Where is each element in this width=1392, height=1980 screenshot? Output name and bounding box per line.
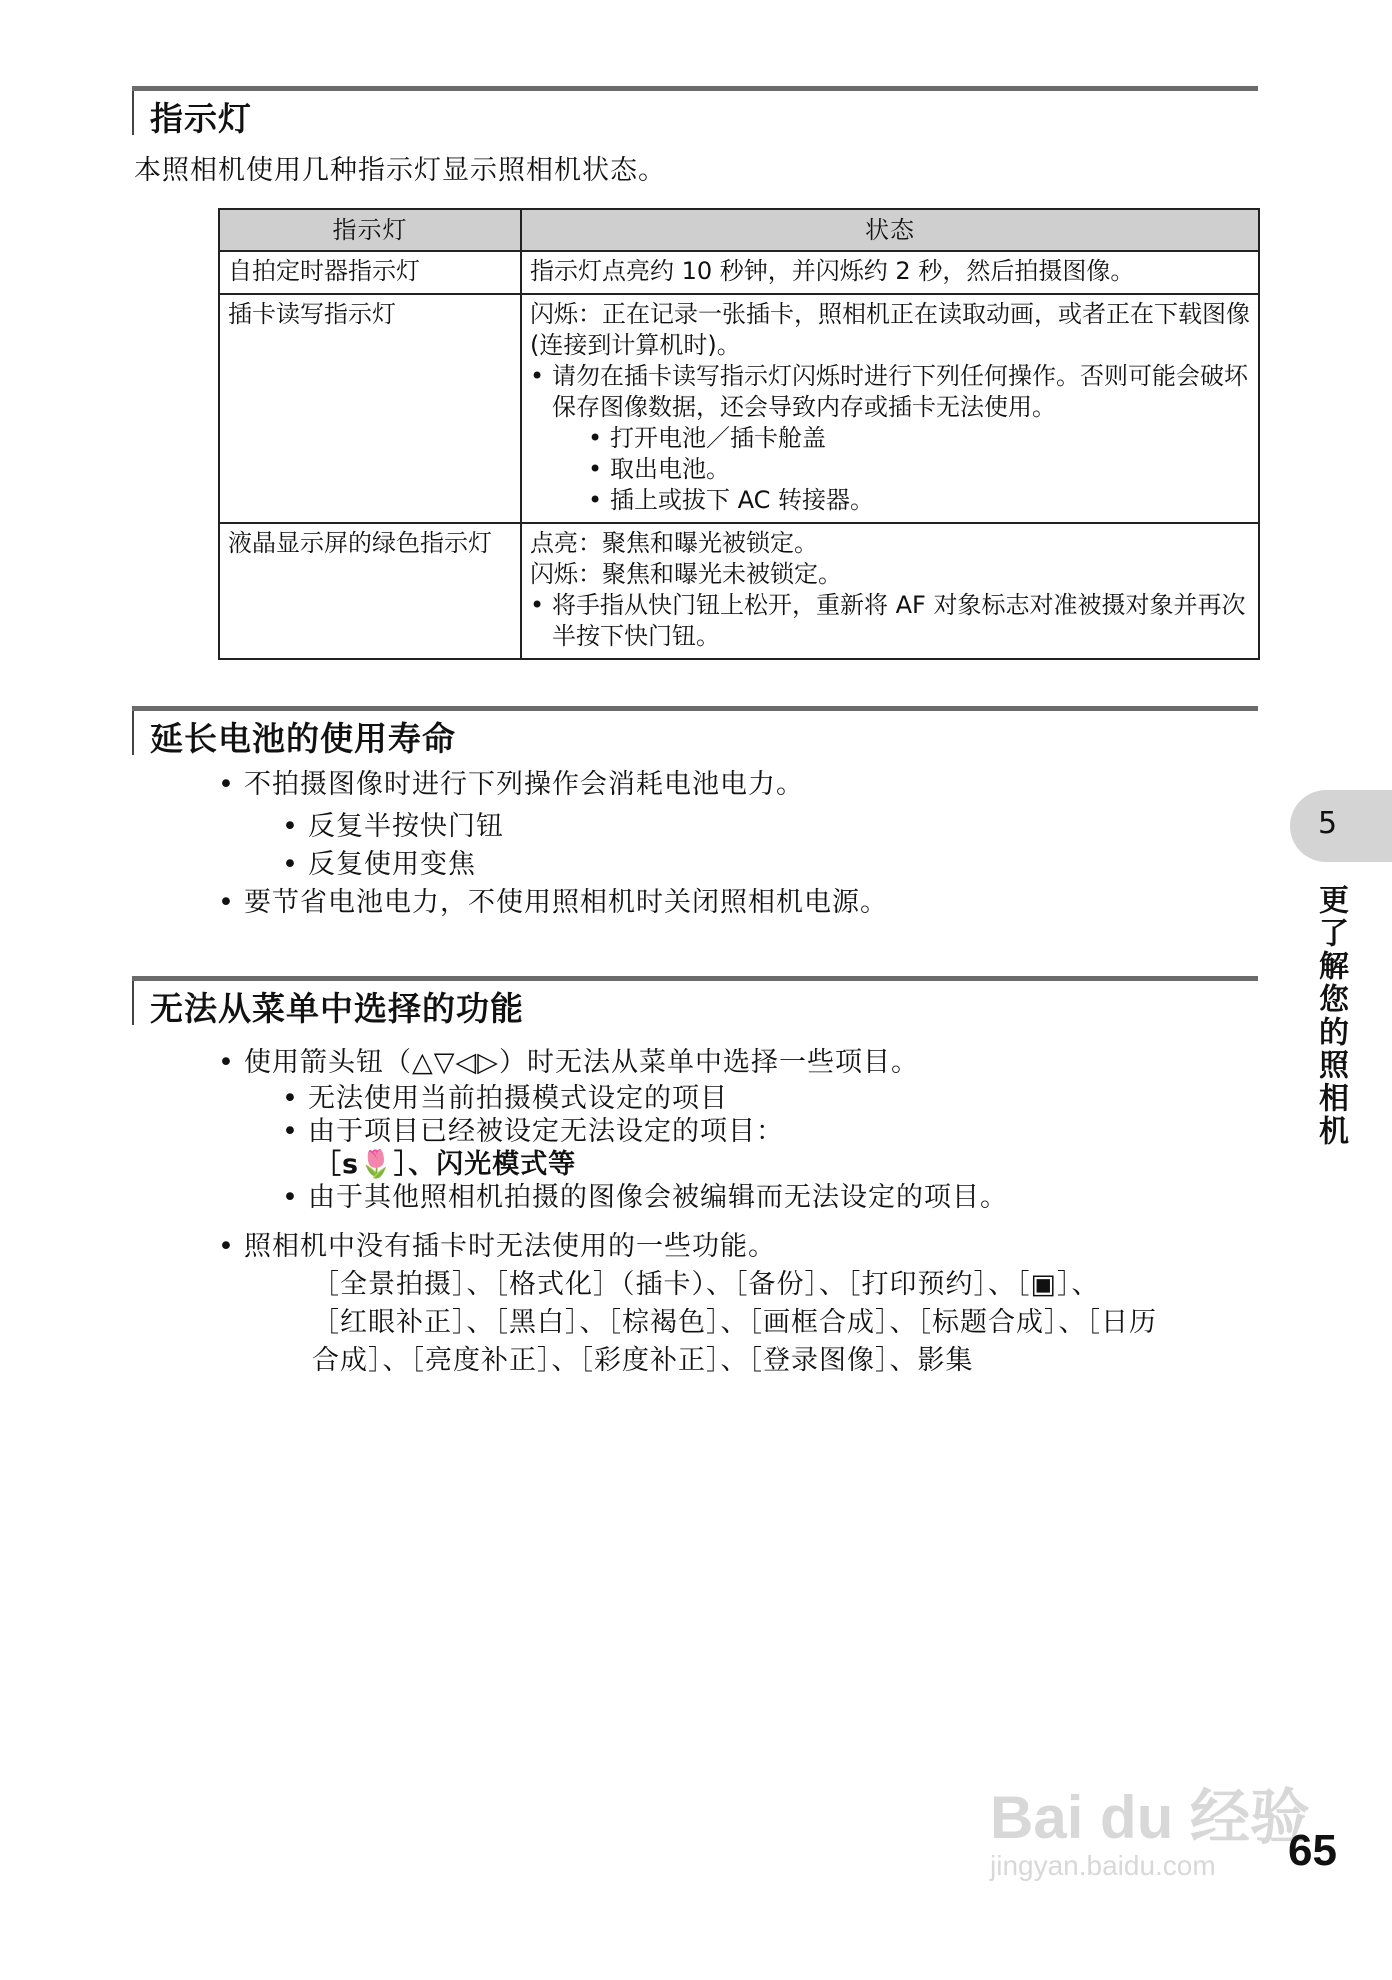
sub-bullet-item: • 插上或拔下 AC 转接器。 xyxy=(588,486,875,514)
sub-list-item: • 由于其他照相机拍摄的图像会被编辑而无法设定的项目。 xyxy=(282,1182,1008,1213)
table-header-row xyxy=(219,209,1259,251)
section-header-indicators xyxy=(132,86,1258,138)
watermark-url: jingyan.baidu.com xyxy=(990,1850,1216,1881)
header-indicator: 指示灯 xyxy=(219,209,521,251)
sub-bullet-item: • 打开电池／插卡舱盖 xyxy=(588,424,826,452)
indicator-table xyxy=(218,208,1260,660)
sub-bullet-item: • 取出电池。 xyxy=(588,455,730,483)
cell-status: 指示灯点亮约 10 秒钟，并闪烁约 2 秒，然后拍摄图像。 xyxy=(521,251,1259,294)
function-list-line: 合成］、［亮度补正］、［彩度补正］、［登录图像］、影集 xyxy=(312,1345,974,1376)
sub-list-item: • 反复半按快门钮 xyxy=(282,811,504,842)
section-title: 延长电池的使用寿命 xyxy=(150,719,456,758)
battery-list xyxy=(218,766,888,922)
sub-list-item: • 由于项目已经被设定无法设定的项目： xyxy=(282,1116,784,1147)
watermark xyxy=(990,1770,1310,1882)
cell-indicator: 自拍定时器指示灯 xyxy=(219,251,521,294)
list-item: • 使用箭头钮（△▽◁▷）时无法从菜单中选择一些项目。 xyxy=(218,1047,920,1078)
status-line: 闪烁：正在记录一张插卡，照相机正在读取动画，或者正在下载图像(连接到计算机时)。 xyxy=(530,300,1250,359)
table-row xyxy=(219,294,1259,523)
intro-text: 本照相机使用几种指示灯显示照相机状态。 xyxy=(134,155,666,186)
sub-list-item: • 反复使用变焦 xyxy=(282,849,476,880)
function-list-line: ［全景拍摄］、［格式化］（插卡）、［备份］、［打印预约］、［▣］、 xyxy=(312,1269,1100,1300)
section-title: 指示灯 xyxy=(150,99,252,138)
cell-status xyxy=(521,294,1259,523)
section-header-menu xyxy=(132,976,1258,1028)
list-item: • 要节省电池电力，不使用照相机时关闭照相机电源。 xyxy=(218,887,888,918)
section-title: 无法从菜单中选择的功能 xyxy=(150,989,524,1028)
cell-indicator: 液晶显示屏的绿色指示灯 xyxy=(219,523,521,659)
cell-status xyxy=(521,523,1259,659)
chapter-tab xyxy=(1290,790,1392,862)
sub-list-continuation: ［s🌷］、闪光模式等 xyxy=(314,1149,577,1180)
status-line: 点亮：聚焦和曝光被锁定。 xyxy=(530,529,818,557)
chapter-number: 5 xyxy=(1318,806,1338,841)
chapter-title-vertical: 更了解您的照相机 xyxy=(1313,884,1348,1148)
header-status: 状态 xyxy=(521,209,1259,251)
function-list-line: ［红眼补正］、［黑白］、［棕褐色］、［画框合成］、［标题合成］、［日历 xyxy=(312,1307,1157,1338)
menu-list xyxy=(218,1044,1157,1380)
cell-indicator: 插卡读写指示灯 xyxy=(219,294,521,523)
status-line: 闪烁：聚焦和曝光未被锁定。 xyxy=(530,560,842,588)
table-row xyxy=(219,251,1259,294)
watermark-brand: Bai du 经验 xyxy=(990,1784,1311,1851)
section-header-battery xyxy=(132,706,1258,758)
page-number: 65 xyxy=(1288,1826,1337,1875)
table-row xyxy=(219,523,1259,659)
list-item: • 不拍摄图像时进行下列操作会消耗电池电力。 xyxy=(218,769,804,800)
bullet-item: • 请勿在插卡读写指示灯闪烁时进行下列任何操作。否则可能会破坏保存图像数据，还会导致内存或插卡无法使用。 xyxy=(530,362,1248,421)
bullet-item: • 将手指从快门钮上松开，重新将 AF 对象标志对准被摄对象并再次半按下快门钮。 xyxy=(530,591,1246,650)
list-item: • 照相机中没有插卡时无法使用的一些功能。 xyxy=(218,1231,776,1262)
sub-list-item: • 无法使用当前拍摄模式设定的项目 xyxy=(282,1083,728,1114)
